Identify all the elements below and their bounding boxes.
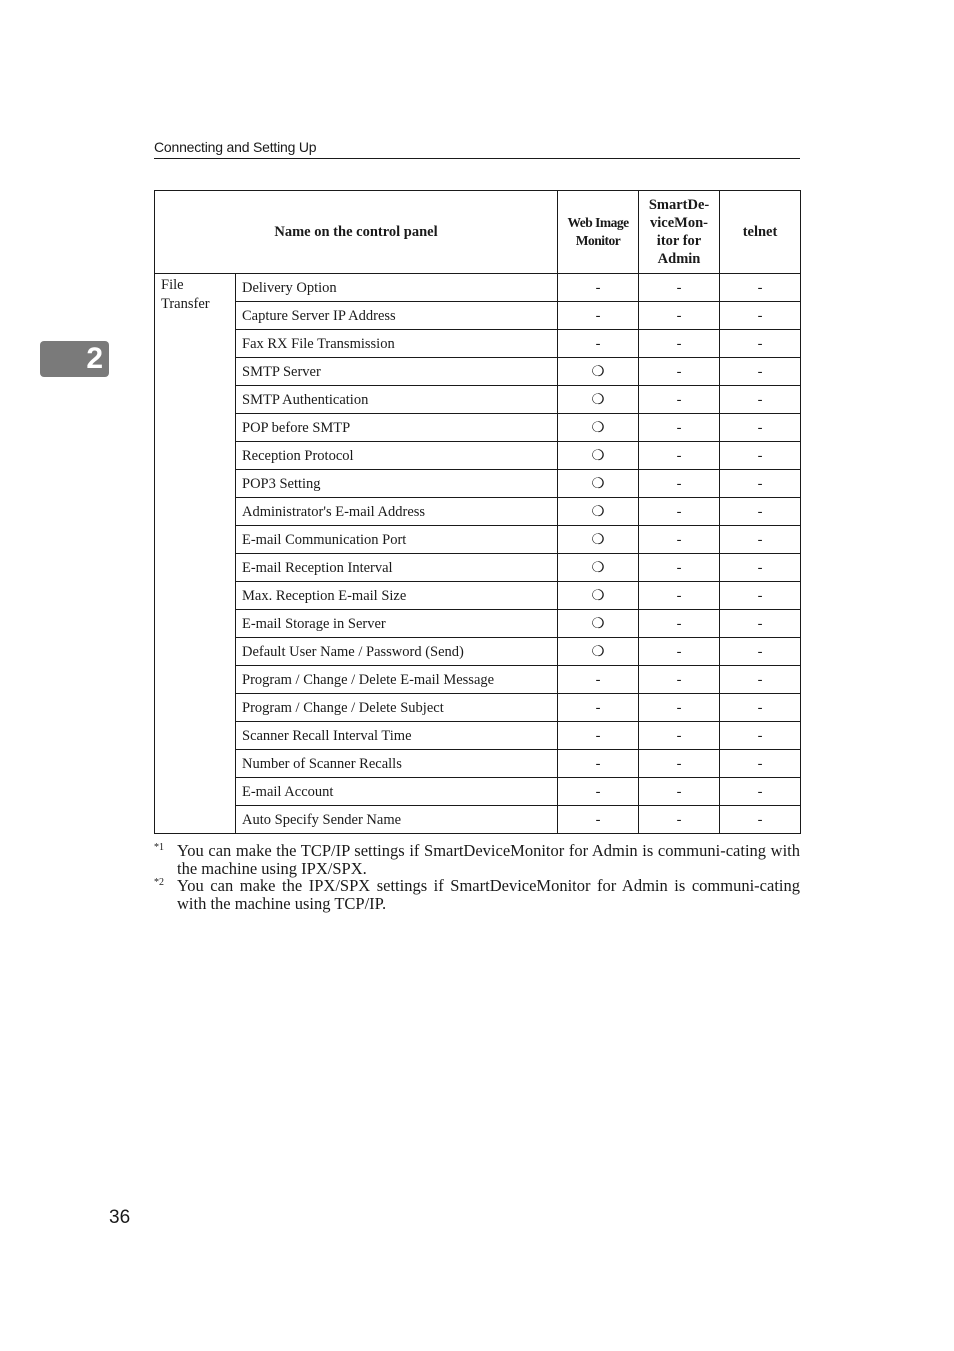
- smartdevicemonitor-cell: -: [639, 386, 720, 414]
- web-image-monitor-cell: ❍: [558, 526, 639, 554]
- chapter-number: 2: [86, 342, 103, 375]
- telnet-cell: -: [720, 526, 801, 554]
- setting-name-cell: Reception Protocol: [236, 442, 558, 470]
- table-row: [155, 414, 801, 442]
- footnote-mark: *2: [154, 877, 164, 888]
- table-row: [155, 498, 801, 526]
- smartdevicemonitor-cell: -: [639, 414, 720, 442]
- chapter-tab: [40, 341, 109, 377]
- telnet-cell: -: [720, 610, 801, 638]
- table-row: [155, 722, 801, 750]
- table-row: [155, 750, 801, 778]
- footnotes: [154, 842, 800, 912]
- telnet-cell: -: [720, 750, 801, 778]
- setting-name-cell: Number of Scanner Recalls: [236, 750, 558, 778]
- setting-name-cell: E-mail Communication Port: [236, 526, 558, 554]
- table-row: [155, 470, 801, 498]
- telnet-cell: -: [720, 666, 801, 694]
- telnet-cell: -: [720, 582, 801, 610]
- group-label: Transfer: [161, 296, 210, 312]
- table-row: [155, 638, 801, 666]
- smartdevicemonitor-cell: -: [639, 498, 720, 526]
- setting-name-cell: Administrator's E-mail Address: [236, 498, 558, 526]
- web-image-monitor-cell: ❍: [558, 638, 639, 666]
- setting-name-cell: Program / Change / Delete E-mail Message: [236, 666, 558, 694]
- smartdevicemonitor-cell: -: [639, 526, 720, 554]
- telnet-cell: -: [720, 386, 801, 414]
- table-row: [155, 442, 801, 470]
- telnet-cell: -: [720, 778, 801, 806]
- footnote-text: You can make the TCP/IP settings if SmartDeviceMonitor for Admin is communi-cating with the machine using IPX/SPX.: [177, 841, 800, 878]
- web-image-monitor-cell: ❍: [558, 610, 639, 638]
- setting-name-cell: Capture Server IP Address: [236, 302, 558, 330]
- table-header-row: [155, 191, 801, 274]
- smartdevicemonitor-cell: -: [639, 610, 720, 638]
- web-image-monitor-cell: -: [558, 666, 639, 694]
- web-image-monitor-cell: -: [558, 274, 639, 302]
- table-row: [155, 274, 801, 302]
- smartdevicemonitor-cell: -: [639, 302, 720, 330]
- header-rule: [154, 158, 800, 159]
- setting-name-cell: Default User Name / Password (Send): [236, 638, 558, 666]
- web-image-monitor-cell: ❍: [558, 386, 639, 414]
- footnote: [154, 877, 800, 912]
- table-row: [155, 358, 801, 386]
- footnote-mark: *1: [154, 842, 164, 853]
- setting-name-cell: Auto Specify Sender Name: [236, 806, 558, 834]
- running-header: Connecting and Setting Up: [154, 139, 317, 155]
- table-row: [155, 302, 801, 330]
- table-row: [155, 526, 801, 554]
- smartdevicemonitor-cell: -: [639, 750, 720, 778]
- web-image-monitor-cell: ❍: [558, 470, 639, 498]
- setting-name-cell: E-mail Account: [236, 778, 558, 806]
- setting-name-cell: E-mail Storage in Server: [236, 610, 558, 638]
- telnet-cell: -: [720, 638, 801, 666]
- footnote: [154, 842, 800, 877]
- setting-name-cell: POP before SMTP: [236, 414, 558, 442]
- web-image-monitor-cell: -: [558, 694, 639, 722]
- group-label: File: [161, 277, 184, 293]
- smartdevicemonitor-cell: -: [639, 442, 720, 470]
- page-number: 36: [109, 1207, 131, 1228]
- telnet-cell: -: [720, 442, 801, 470]
- col-header-name: Name on the control panel: [155, 191, 558, 274]
- col-header-web-image-monitor: Web Image Monitor: [558, 191, 639, 274]
- setting-name-cell: Program / Change / Delete Subject: [236, 694, 558, 722]
- web-image-monitor-cell: ❍: [558, 582, 639, 610]
- table-row: [155, 582, 801, 610]
- web-image-monitor-cell: -: [558, 302, 639, 330]
- telnet-cell: -: [720, 554, 801, 582]
- table-row: [155, 554, 801, 582]
- table-row: [155, 666, 801, 694]
- smartdevicemonitor-cell: -: [639, 778, 720, 806]
- smartdevicemonitor-cell: -: [639, 274, 720, 302]
- telnet-cell: -: [720, 694, 801, 722]
- settings-table: [154, 190, 801, 834]
- telnet-cell: -: [720, 470, 801, 498]
- telnet-cell: -: [720, 274, 801, 302]
- setting-name-cell: SMTP Server: [236, 358, 558, 386]
- telnet-cell: -: [720, 302, 801, 330]
- smartdevicemonitor-cell: -: [639, 638, 720, 666]
- web-image-monitor-cell: -: [558, 778, 639, 806]
- setting-name-cell: E-mail Reception Interval: [236, 554, 558, 582]
- setting-name-cell: Delivery Option: [236, 274, 558, 302]
- telnet-cell: -: [720, 330, 801, 358]
- web-image-monitor-cell: ❍: [558, 414, 639, 442]
- setting-name-cell: Fax RX File Transmission: [236, 330, 558, 358]
- smartdevicemonitor-cell: -: [639, 694, 720, 722]
- footnote-text: You can make the IPX/SPX settings if SmartDeviceMonitor for Admin is communi-cating with the machine using TCP/IP.: [177, 876, 800, 913]
- setting-name-cell: POP3 Setting: [236, 470, 558, 498]
- web-image-monitor-cell: -: [558, 806, 639, 834]
- telnet-cell: -: [720, 498, 801, 526]
- smartdevicemonitor-cell: -: [639, 358, 720, 386]
- web-image-monitor-cell: -: [558, 750, 639, 778]
- table-row: [155, 610, 801, 638]
- telnet-cell: -: [720, 358, 801, 386]
- web-image-monitor-cell: ❍: [558, 554, 639, 582]
- web-image-monitor-cell: -: [558, 330, 639, 358]
- web-image-monitor-cell: ❍: [558, 358, 639, 386]
- smartdevicemonitor-cell: -: [639, 722, 720, 750]
- setting-name-cell: SMTP Authentication: [236, 386, 558, 414]
- table-row: [155, 330, 801, 358]
- smartdevicemonitor-cell: -: [639, 582, 720, 610]
- web-image-monitor-cell: ❍: [558, 498, 639, 526]
- setting-name-cell: Scanner Recall Interval Time: [236, 722, 558, 750]
- table-row: [155, 806, 801, 834]
- smartdevicemonitor-cell: -: [639, 666, 720, 694]
- table-row: [155, 778, 801, 806]
- smartdevicemonitor-cell: -: [639, 470, 720, 498]
- telnet-cell: -: [720, 414, 801, 442]
- setting-name-cell: Max. Reception E-mail Size: [236, 582, 558, 610]
- table-row: [155, 386, 801, 414]
- group-cell: [155, 274, 236, 834]
- web-image-monitor-cell: ❍: [558, 442, 639, 470]
- smartdevicemonitor-cell: -: [639, 330, 720, 358]
- table-row: [155, 694, 801, 722]
- col-header-telnet: telnet: [720, 191, 801, 274]
- telnet-cell: -: [720, 722, 801, 750]
- smartdevicemonitor-cell: -: [639, 554, 720, 582]
- web-image-monitor-cell: -: [558, 722, 639, 750]
- col-header-smartdevicemonitor: SmartDe- viceMon- itor for Admin: [639, 191, 720, 274]
- smartdevicemonitor-cell: -: [639, 806, 720, 834]
- telnet-cell: -: [720, 806, 801, 834]
